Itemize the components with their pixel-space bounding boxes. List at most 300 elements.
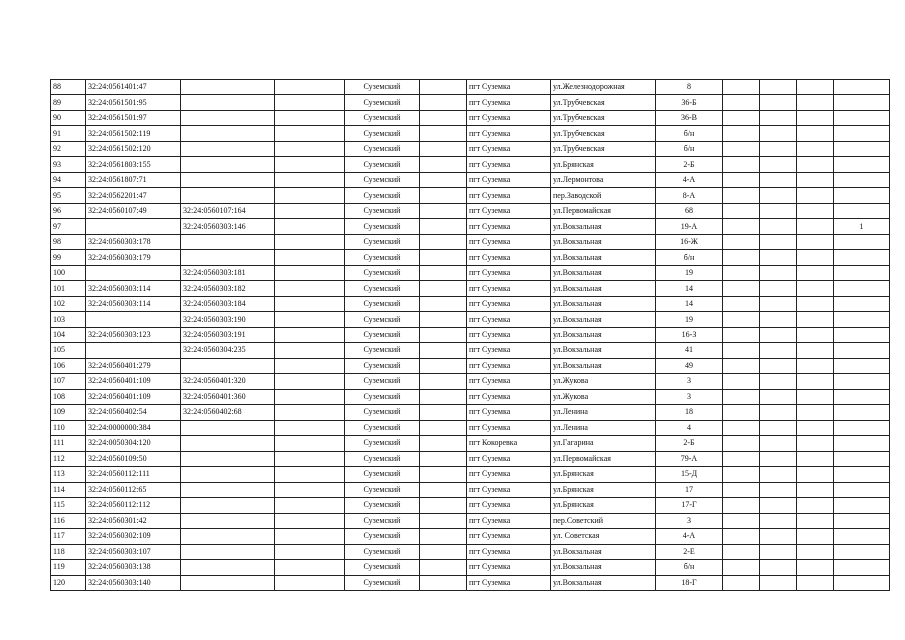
cell-district: Суземский: [345, 80, 420, 95]
cell-cadastral-number-2: [181, 529, 275, 544]
cell-cadastral-number-2: [181, 498, 275, 513]
cell-settlement: пгт Суземка: [467, 544, 551, 559]
cell-cadastral-number-2: 32:24:0560303:182: [181, 281, 275, 296]
cell-row-number: 103: [51, 312, 86, 327]
cell-district: Суземский: [345, 234, 420, 249]
cell-extra-col-2: [760, 141, 797, 156]
cell-street: ул.Первомайская: [551, 451, 656, 466]
cell-extra-col-4: [834, 80, 890, 95]
cell-cadastral-number: 32:24:0560303:107: [86, 544, 181, 559]
cell-extra-col-2: [760, 513, 797, 528]
cell-district: Суземский: [345, 219, 420, 234]
cell-extra-col-1: [723, 203, 760, 218]
cell-house-number: 14: [656, 296, 723, 311]
cell-district: Суземский: [345, 188, 420, 203]
cell-extra-col-2: [760, 95, 797, 110]
cell-district: Суземский: [345, 374, 420, 389]
cell-settlement: пгт Суземка: [467, 234, 551, 249]
cell-cadastral-number: 32:24:0560401:109: [86, 374, 181, 389]
cell-settlement: пгт Суземка: [467, 126, 551, 141]
cell-extra-col-2: [760, 374, 797, 389]
cell-empty-col: [275, 575, 345, 591]
cell-house-number: 8-А: [656, 188, 723, 203]
cell-district: Суземский: [345, 575, 420, 591]
cell-extra-col-3: [797, 203, 834, 218]
cell-settlement: пгт Суземка: [467, 203, 551, 218]
cell-empty-col: [275, 234, 345, 249]
cell-cadastral-number-2: [181, 358, 275, 373]
cell-house-number: 3: [656, 513, 723, 528]
cell-house-number: 2-Е: [656, 544, 723, 559]
cell-settlement: пгт Суземка: [467, 389, 551, 404]
cell-house-number: 19-А: [656, 219, 723, 234]
cell-district: Суземский: [345, 250, 420, 265]
cell-empty-col-2: [420, 498, 467, 513]
cell-settlement: пгт Суземка: [467, 467, 551, 482]
cell-empty-col-2: [420, 405, 467, 420]
cell-street: ул.Вокзальная: [551, 544, 656, 559]
cell-district: Суземский: [345, 467, 420, 482]
table-row: [51, 172, 890, 187]
cell-extra-col-1: [723, 482, 760, 497]
cell-extra-col-1: [723, 498, 760, 513]
cell-cadastral-number: 32:24:0561501:97: [86, 110, 181, 125]
cell-settlement: пгт Суземка: [467, 513, 551, 528]
cell-house-number: б/н: [656, 250, 723, 265]
cell-row-number: 89: [51, 95, 86, 110]
table-row: [51, 296, 890, 311]
cell-row-number: 105: [51, 343, 86, 358]
cell-empty-col-2: [420, 374, 467, 389]
cell-extra-col-4: [834, 482, 890, 497]
cell-cadastral-number: 32:24:0560401:279: [86, 358, 181, 373]
cell-empty-col-2: [420, 513, 467, 528]
cell-street: ул.Вокзальная: [551, 358, 656, 373]
cell-row-number: 120: [51, 575, 86, 591]
cell-empty-col-2: [420, 467, 467, 482]
cell-street: ул.Гагарина: [551, 436, 656, 451]
cell-empty-col: [275, 327, 345, 342]
cell-extra-col-1: [723, 281, 760, 296]
cell-extra-col-4: [834, 172, 890, 187]
cell-district: Суземский: [345, 281, 420, 296]
cell-cadastral-number: 32:24:0560112:112: [86, 498, 181, 513]
cell-street: ул.Брянская: [551, 482, 656, 497]
cell-cadastral-number: 32:24:0560112:65: [86, 482, 181, 497]
cell-street: ул.Жукова: [551, 374, 656, 389]
cell-empty-col-2: [420, 312, 467, 327]
cell-extra-col-4: [834, 529, 890, 544]
cell-house-number: 3: [656, 389, 723, 404]
cell-extra-col-2: [760, 405, 797, 420]
cell-extra-col-1: [723, 80, 760, 95]
cell-empty-col-2: [420, 420, 467, 435]
cell-district: Суземский: [345, 436, 420, 451]
cell-house-number: 79-А: [656, 451, 723, 466]
table-row: [51, 312, 890, 327]
cell-cadastral-number: [86, 343, 181, 358]
cell-row-number: 99: [51, 250, 86, 265]
cell-extra-col-4: [834, 203, 890, 218]
cell-extra-col-4: [834, 498, 890, 513]
cell-extra-col-3: [797, 141, 834, 156]
cell-cadastral-number-2: [181, 560, 275, 575]
cell-empty-col-2: [420, 234, 467, 249]
cell-extra-col-4: [834, 234, 890, 249]
cell-extra-col-1: [723, 234, 760, 249]
cell-extra-col-3: [797, 172, 834, 187]
cell-cadastral-number: 32:24:0561803:155: [86, 157, 181, 172]
cell-empty-col: [275, 513, 345, 528]
cell-extra-col-4: [834, 513, 890, 528]
cell-house-number: 19: [656, 312, 723, 327]
cell-row-number: 117: [51, 529, 86, 544]
cell-extra-col-4: [834, 343, 890, 358]
table-body: [51, 80, 890, 591]
cell-street: ул.Брянская: [551, 467, 656, 482]
cell-extra-col-4: [834, 405, 890, 420]
table-row: [51, 80, 890, 95]
cell-settlement: пгт Суземка: [467, 296, 551, 311]
cell-extra-col-2: [760, 451, 797, 466]
cell-empty-col: [275, 188, 345, 203]
cell-empty-col: [275, 126, 345, 141]
cell-row-number: 107: [51, 374, 86, 389]
cell-house-number: 41: [656, 343, 723, 358]
cell-empty-col: [275, 560, 345, 575]
cell-extra-col-4: [834, 436, 890, 451]
cell-settlement: пгт Суземка: [467, 141, 551, 156]
cell-extra-col-2: [760, 80, 797, 95]
cell-cadastral-number-2: 32:24:0560303:190: [181, 312, 275, 327]
cell-extra-col-4: [834, 327, 890, 342]
cell-district: Суземский: [345, 141, 420, 156]
cell-cadastral-number: [86, 265, 181, 280]
cell-street: ул.Вокзальная: [551, 296, 656, 311]
cell-district: Суземский: [345, 389, 420, 404]
cell-cadastral-number: 32:24:0562201:47: [86, 188, 181, 203]
cell-cadastral-number-2: [181, 188, 275, 203]
cell-street: ул.Вокзальная: [551, 327, 656, 342]
cell-settlement: пгт Суземка: [467, 312, 551, 327]
cell-cadastral-number-2: 32:24:0560401:320: [181, 374, 275, 389]
cell-extra-col-4: [834, 95, 890, 110]
cell-cadastral-number-2: [181, 482, 275, 497]
cell-extra-col-3: [797, 296, 834, 311]
cell-empty-col-2: [420, 436, 467, 451]
cell-house-number: б/н: [656, 141, 723, 156]
cell-empty-col: [275, 420, 345, 435]
cell-extra-col-3: [797, 498, 834, 513]
table-row: [51, 374, 890, 389]
cell-extra-col-2: [760, 575, 797, 591]
cell-extra-col-1: [723, 265, 760, 280]
cell-settlement: пгт Суземка: [467, 575, 551, 591]
cell-extra-col-3: [797, 513, 834, 528]
cell-row-number: 112: [51, 451, 86, 466]
cell-house-number: 36-Б: [656, 95, 723, 110]
cell-row-number: 108: [51, 389, 86, 404]
cell-empty-col: [275, 498, 345, 513]
cell-extra-col-4: [834, 467, 890, 482]
cell-district: Суземский: [345, 420, 420, 435]
cell-cadastral-number: 32:24:0560302:109: [86, 529, 181, 544]
table-row: [51, 126, 890, 141]
cell-extra-col-2: [760, 188, 797, 203]
cell-extra-col-1: [723, 327, 760, 342]
cell-street: ул.Вокзальная: [551, 281, 656, 296]
cell-street: ул.Вокзальная: [551, 250, 656, 265]
cell-house-number: 15-Д: [656, 467, 723, 482]
cell-district: Суземский: [345, 126, 420, 141]
cell-cadastral-number-2: [181, 172, 275, 187]
cell-extra-col-4: [834, 312, 890, 327]
cell-extra-col-2: [760, 420, 797, 435]
cell-empty-col: [275, 203, 345, 218]
table-row: [51, 513, 890, 528]
cell-row-number: 113: [51, 467, 86, 482]
cell-extra-col-1: [723, 451, 760, 466]
cell-cadastral-number: 32:24:0560112:111: [86, 467, 181, 482]
cell-extra-col-4: [834, 265, 890, 280]
cell-street: пер.Советский: [551, 513, 656, 528]
cell-street: ул. Советская: [551, 529, 656, 544]
cell-extra-col-1: [723, 467, 760, 482]
cell-extra-col-3: [797, 529, 834, 544]
cell-extra-col-1: [723, 405, 760, 420]
cell-row-number: 101: [51, 281, 86, 296]
cell-extra-col-4: [834, 358, 890, 373]
cell-cadastral-number-2: [181, 467, 275, 482]
cell-cadastral-number: 32:24:0560402:54: [86, 405, 181, 420]
cell-cadastral-number-2: 32:24:0560303:191: [181, 327, 275, 342]
table-row: [51, 436, 890, 451]
cell-extra-col-4: 1: [834, 219, 890, 234]
cell-row-number: 102: [51, 296, 86, 311]
cell-row-number: 100: [51, 265, 86, 280]
cell-extra-col-1: [723, 157, 760, 172]
cell-settlement: пгт Суземка: [467, 250, 551, 265]
cell-empty-col: [275, 250, 345, 265]
table-row: [51, 234, 890, 249]
cell-house-number: 14: [656, 281, 723, 296]
cell-row-number: 109: [51, 405, 86, 420]
cell-empty-col-2: [420, 126, 467, 141]
cell-empty-col: [275, 281, 345, 296]
cell-extra-col-1: [723, 436, 760, 451]
cell-street: ул.Трубчевская: [551, 141, 656, 156]
cell-settlement: пгт Суземка: [467, 405, 551, 420]
cell-cadastral-number-2: [181, 126, 275, 141]
cell-street: ул.Жукова: [551, 389, 656, 404]
table-row: [51, 544, 890, 559]
table-row: [51, 95, 890, 110]
cell-extra-col-1: [723, 219, 760, 234]
cell-extra-col-1: [723, 343, 760, 358]
cell-extra-col-3: [797, 281, 834, 296]
cell-extra-col-3: [797, 420, 834, 435]
cell-extra-col-3: [797, 95, 834, 110]
cell-street: ул.Ленина: [551, 405, 656, 420]
cell-street: ул.Трубчевская: [551, 126, 656, 141]
cell-settlement: пгт Суземка: [467, 95, 551, 110]
cell-empty-col-2: [420, 250, 467, 265]
cell-settlement: пгт Суземка: [467, 327, 551, 342]
cell-house-number: 19: [656, 265, 723, 280]
cell-extra-col-3: [797, 188, 834, 203]
cell-street: ул.Брянская: [551, 498, 656, 513]
cell-house-number: 4-А: [656, 529, 723, 544]
cell-empty-col: [275, 451, 345, 466]
table-row: [51, 265, 890, 280]
cell-extra-col-2: [760, 234, 797, 249]
cell-empty-col: [275, 80, 345, 95]
cell-empty-col: [275, 219, 345, 234]
cell-row-number: 98: [51, 234, 86, 249]
cell-district: Суземский: [345, 405, 420, 420]
cell-district: Суземский: [345, 327, 420, 342]
cell-street: ул.Трубчевская: [551, 95, 656, 110]
cell-empty-col: [275, 312, 345, 327]
cell-extra-col-1: [723, 513, 760, 528]
cell-extra-col-2: [760, 343, 797, 358]
cell-extra-col-1: [723, 312, 760, 327]
cell-street: ул.Вокзальная: [551, 560, 656, 575]
cell-house-number: 49: [656, 358, 723, 373]
cell-extra-col-2: [760, 203, 797, 218]
cell-cadastral-number: 32:24:0561502:120: [86, 141, 181, 156]
table-row: [51, 157, 890, 172]
cell-empty-col-2: [420, 544, 467, 559]
cell-extra-col-2: [760, 529, 797, 544]
cell-street: ул.Лермонтова: [551, 172, 656, 187]
cell-row-number: 114: [51, 482, 86, 497]
cell-cadastral-number-2: [181, 513, 275, 528]
cell-row-number: 91: [51, 126, 86, 141]
cell-row-number: 106: [51, 358, 86, 373]
cell-cadastral-number: 32:24:0560303:123: [86, 327, 181, 342]
cell-empty-col-2: [420, 141, 467, 156]
cell-house-number: 68: [656, 203, 723, 218]
table-row: [51, 188, 890, 203]
cell-extra-col-3: [797, 157, 834, 172]
cell-cadastral-number: 32:24:0560303:114: [86, 281, 181, 296]
cell-extra-col-3: [797, 560, 834, 575]
cell-street: ул.Вокзальная: [551, 265, 656, 280]
cell-extra-col-3: [797, 467, 834, 482]
cell-empty-col: [275, 467, 345, 482]
cell-extra-col-2: [760, 250, 797, 265]
cell-district: Суземский: [345, 296, 420, 311]
cell-house-number: 18: [656, 405, 723, 420]
cell-house-number: 4-А: [656, 172, 723, 187]
cell-cadastral-number: 32:24:0560303:138: [86, 560, 181, 575]
cell-extra-col-1: [723, 296, 760, 311]
cell-extra-col-4: [834, 389, 890, 404]
cell-cadastral-number-2: 32:24:0560107:164: [181, 203, 275, 218]
table-row: [51, 327, 890, 342]
cell-extra-col-1: [723, 110, 760, 125]
cell-extra-col-4: [834, 110, 890, 125]
cell-settlement: пгт Суземка: [467, 358, 551, 373]
cell-extra-col-1: [723, 172, 760, 187]
cell-extra-col-4: [834, 126, 890, 141]
cell-empty-col: [275, 389, 345, 404]
cell-house-number: 2-Б: [656, 157, 723, 172]
cell-empty-col: [275, 95, 345, 110]
table-row: [51, 219, 890, 234]
cell-row-number: 104: [51, 327, 86, 342]
cell-extra-col-2: [760, 296, 797, 311]
cell-extra-col-1: [723, 250, 760, 265]
cell-extra-col-2: [760, 126, 797, 141]
cell-extra-col-1: [723, 575, 760, 591]
cell-extra-col-4: [834, 157, 890, 172]
cell-empty-col-2: [420, 451, 467, 466]
table-row: [51, 405, 890, 420]
cell-district: Суземский: [345, 451, 420, 466]
cell-district: Суземский: [345, 560, 420, 575]
cell-cadastral-number: 32:24:0050304:120: [86, 436, 181, 451]
cell-settlement: пгт Суземка: [467, 281, 551, 296]
cell-extra-col-3: [797, 374, 834, 389]
cell-empty-col: [275, 374, 345, 389]
cell-cadastral-number-2: [181, 420, 275, 435]
cell-extra-col-4: [834, 560, 890, 575]
cell-extra-col-2: [760, 482, 797, 497]
cell-district: Суземский: [345, 498, 420, 513]
cell-cadastral-number: 32:24:0560303:179: [86, 250, 181, 265]
cell-row-number: 96: [51, 203, 86, 218]
cell-extra-col-1: [723, 389, 760, 404]
cell-street: ул.Железнодорожная: [551, 80, 656, 95]
cell-street: ул.Вокзальная: [551, 343, 656, 358]
cell-district: Суземский: [345, 544, 420, 559]
cell-extra-col-2: [760, 265, 797, 280]
cell-extra-col-4: [834, 141, 890, 156]
cell-extra-col-2: [760, 327, 797, 342]
cell-settlement: пгт Суземка: [467, 157, 551, 172]
cell-cadastral-number-2: 32:24:0560303:146: [181, 219, 275, 234]
cell-extra-col-1: [723, 126, 760, 141]
cell-settlement: пгт Суземка: [467, 172, 551, 187]
cell-extra-col-1: [723, 374, 760, 389]
cell-settlement: пгт Суземка: [467, 560, 551, 575]
cell-empty-col-2: [420, 575, 467, 591]
cell-cadastral-number: [86, 219, 181, 234]
cell-empty-col: [275, 343, 345, 358]
cell-extra-col-2: [760, 312, 797, 327]
cell-extra-col-4: [834, 250, 890, 265]
cell-empty-col: [275, 405, 345, 420]
cell-settlement: пгт Суземка: [467, 529, 551, 544]
table-row: [51, 498, 890, 513]
cell-district: Суземский: [345, 203, 420, 218]
cell-settlement: пгт Суземка: [467, 420, 551, 435]
cell-row-number: 111: [51, 436, 86, 451]
cell-house-number: 18-Г: [656, 575, 723, 591]
cell-settlement: пгт Суземка: [467, 374, 551, 389]
cell-empty-col-2: [420, 560, 467, 575]
cell-extra-col-3: [797, 405, 834, 420]
cell-cadastral-number: [86, 312, 181, 327]
cell-cadastral-number-2: [181, 110, 275, 125]
cell-empty-col-2: [420, 343, 467, 358]
table-row: [51, 529, 890, 544]
cell-district: Суземский: [345, 265, 420, 280]
cell-street: ул.Трубчевская: [551, 110, 656, 125]
cell-extra-col-3: [797, 343, 834, 358]
